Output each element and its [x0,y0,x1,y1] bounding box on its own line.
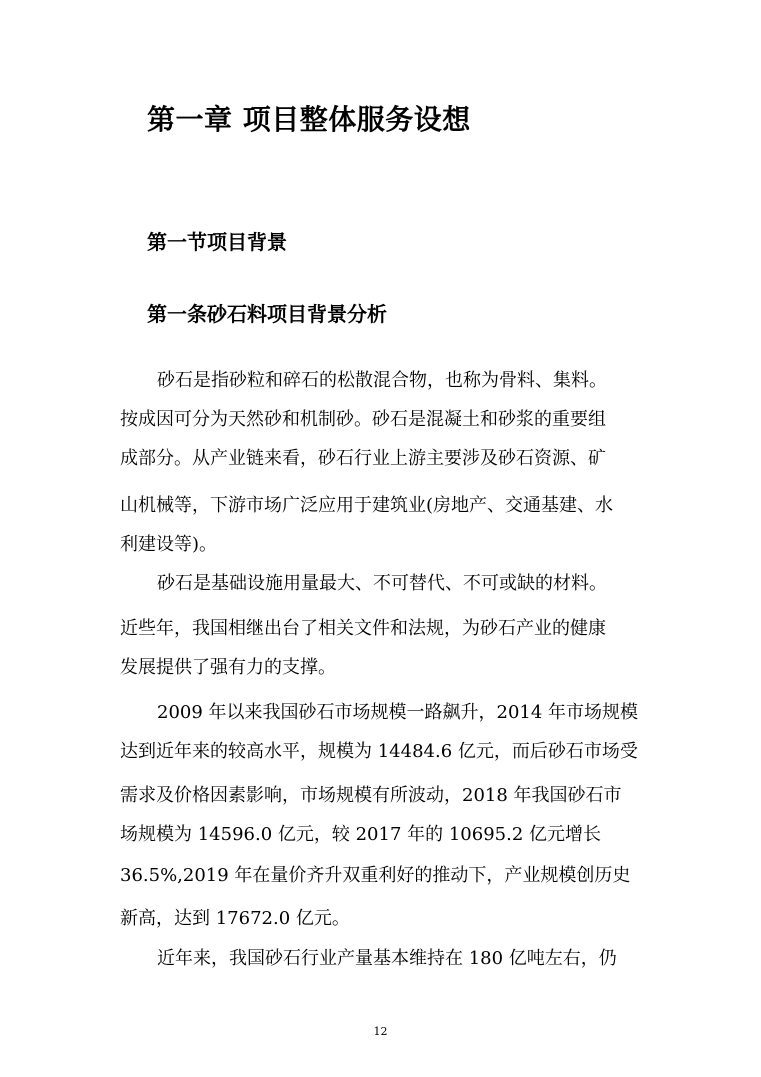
paragraph-line: 新高，达到 17672.0 亿元。 [120,908,350,929]
paragraph-line: 砂石是指砂粒和碎石的松散混合物，也称为骨料、集料。 [157,370,607,391]
article-title: 第一条砂石料项目背景分析 [147,302,387,326]
paragraph-line: 成部分。从产业链来看，砂石行业上游主要涉及砂石资源、矿 [120,448,606,469]
paragraph-line: 近年来，我国砂石行业产量基本维持在 180 亿吨左右，仍 [157,948,617,969]
paragraph-line: 利建设等)。 [120,534,218,555]
paragraph-line: 达到近年来的较高水平，规模为 14484.6 亿元，而后砂石市场受 [120,741,638,762]
paragraph-line: 场规模为 14596.0 亿元，较 2017 年的 10695.2 亿元增长 [120,824,602,845]
paragraph-line: 山机械等，下游市场广泛应用于建筑业(房地产、交通基建、水 [120,495,614,516]
paragraph-line: 砂石是基础设施用量最大、不可替代、不可或缺的材料。 [157,573,607,594]
paragraph-line: 发展提供了强有力的支撑。 [120,657,336,678]
paragraph-line: 2009 年以来我国砂石市场规模一路飙升，2014 年市场规模 [157,702,639,723]
paragraph-line: 需求及价格因素影响，市场规模有所波动，2018 年我国砂石市 [120,785,622,806]
paragraph-line: 近些年，我国相继出台了相关文件和法规，为砂石产业的健康 [120,618,606,639]
section-title: 第一节项目背景 [147,230,287,254]
page-number: 12 [373,1025,388,1038]
chapter-title: 第一章 项目整体服务设想 [147,103,471,136]
paragraph-line: 36.5%,2019 年在量价齐升双重利好的推动下，产业规模创历史 [120,865,631,886]
paragraph-line: 按成因可分为天然砂和机制砂。砂石是混凝土和砂浆的重要组 [120,409,606,430]
